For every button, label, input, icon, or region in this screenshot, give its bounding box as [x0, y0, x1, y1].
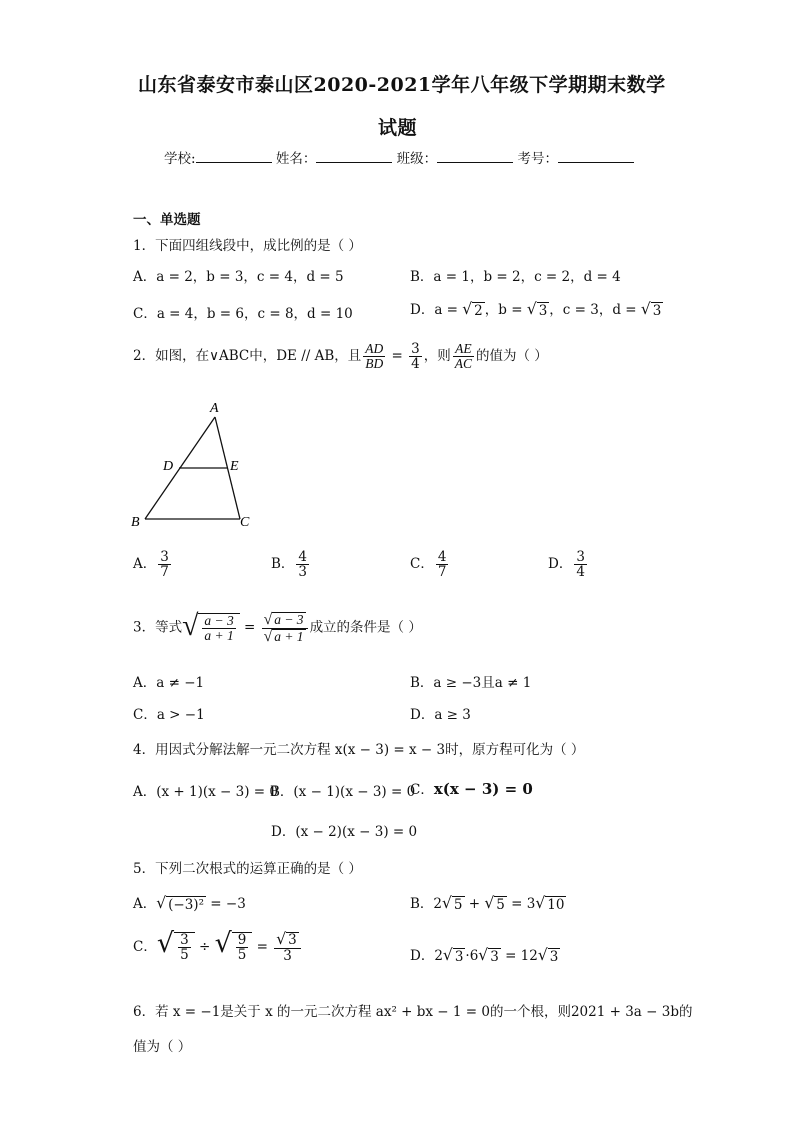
triangle-figure: [128, 398, 258, 533]
q2-option-c: C． $\frac{4}{7}$: [410, 549, 447, 581]
question-2-stem: 2．如图，在∨ABC中，DE // AB，且 $\frac{AD}{BD}$ = $\frac{3}{4}$ ，则 $\frac{AE}{AC}$ 的值为（ ）: [133, 341, 548, 373]
q4-option-d: D．(x − 2)(x − 3) = 0: [271, 824, 418, 840]
fraction-ad-bd: $\frac{AD}{BD}$: [365, 341, 384, 372]
q5-option-b: B．2 √ 5 + √ 5 = 3 √ 10: [410, 894, 565, 913]
label-d: D: [163, 459, 174, 474]
q3-option-b: B．a ≥ −3且a ≠ 1: [410, 675, 532, 691]
q5-option-c: C． √ $\frac{3}{5}$ ÷ √ $\frac{9}{5}$ = √ 3 3: [133, 932, 303, 963]
q1-option-a: A．a = 2，b = 3，c = 4，d = 5: [133, 269, 344, 285]
question-4-stem: 4．用因式分解法解一元二次方程 x(x − 3) = x − 3时，原方程可化为（ ）: [133, 742, 585, 758]
sqrt-3: √ 3: [526, 300, 548, 319]
q4-option-a: A．(x + 1)(x − 3) = 0: [133, 784, 278, 800]
label-c: C: [240, 515, 250, 530]
class-label: 班级：: [396, 151, 438, 167]
q4-option-b: B．(x − 1)(x − 3) = 0: [270, 784, 416, 800]
sqrt-3: √ 3: [640, 300, 662, 319]
number-label: 考号：: [517, 151, 558, 167]
label-b: B: [131, 515, 140, 530]
fraction-3-4: $\frac{3}{4}$: [411, 341, 420, 373]
number-blank: [558, 150, 634, 163]
fraction-ae-ac: $\frac{AE}{AC}$: [454, 341, 473, 372]
question-3-stem: 3．等式 √ $\frac{a - 3}{a + 1}$ = √ a − 3 √ a + 1 成立的条件是（ ）: [133, 610, 422, 645]
sqrt-2: √ 2: [462, 300, 483, 319]
q2-option-b: B． $\frac{4}{3}$: [271, 549, 308, 581]
name-blank: [316, 150, 392, 163]
q5-option-a: A． √ (−3)² = −3: [133, 894, 246, 913]
fraction-of-sqrts: √ a − 3 √ a + 1: [262, 612, 308, 644]
student-info-line: [164, 147, 634, 167]
q3-option-c: C．a > −1: [133, 707, 205, 723]
label-e: E: [230, 459, 239, 474]
q1-option-c: C．a = 4，b = 6，c = 8，d = 10: [133, 306, 353, 322]
q3-option-a: A．a ≠ −1: [133, 675, 205, 691]
name-label: 姓名：: [275, 151, 317, 167]
q5-option-d: D．2 √ 3 ·6 √ 3 = 12 √ 3: [410, 946, 559, 965]
question-5-stem: 5．下列二次根式的运算正确的是（ ）: [133, 861, 362, 877]
label-a: A: [210, 401, 219, 416]
section-heading: 一、单选题: [133, 212, 201, 228]
school-blank: [196, 150, 272, 163]
q3-option-d: D．a ≥ 3: [410, 707, 471, 723]
q2-option-a: A． $\frac{3}{7}$: [133, 549, 169, 581]
class-blank: [437, 150, 513, 163]
question-1-stem: 1．下面四组线段中，成比例的是（ ）: [133, 238, 362, 254]
school-label: 学校:: [164, 151, 196, 167]
q2-option-d: D． $\frac{3}{4}$: [548, 549, 585, 581]
page-title-line1: 山东省泰安市泰山区2020-2021学年八年级下学期期末数学: [138, 74, 666, 96]
question-6-stem-line1: 6．若 x = −1是关于 x 的一元二次方程 ax² + bx − 1 = 0的一个根，则2021 + 3a − 3b的: [133, 1004, 693, 1020]
sqrt-fraction: √ $\frac{a - 3}{a + 1}$: [182, 613, 240, 643]
q1-option-d: D．a = √ 2 ，b = √ 3 ，c = 3，d = √ 3: [410, 300, 662, 319]
page-title-line2: 试题: [378, 117, 418, 139]
question-6-stem-line2: 值为（ ）: [133, 1039, 192, 1055]
q4-option-c: C．x(x − 3) = 0: [410, 780, 533, 798]
q1-option-b: B．a = 1，b = 2，c = 2，d = 4: [410, 269, 621, 285]
